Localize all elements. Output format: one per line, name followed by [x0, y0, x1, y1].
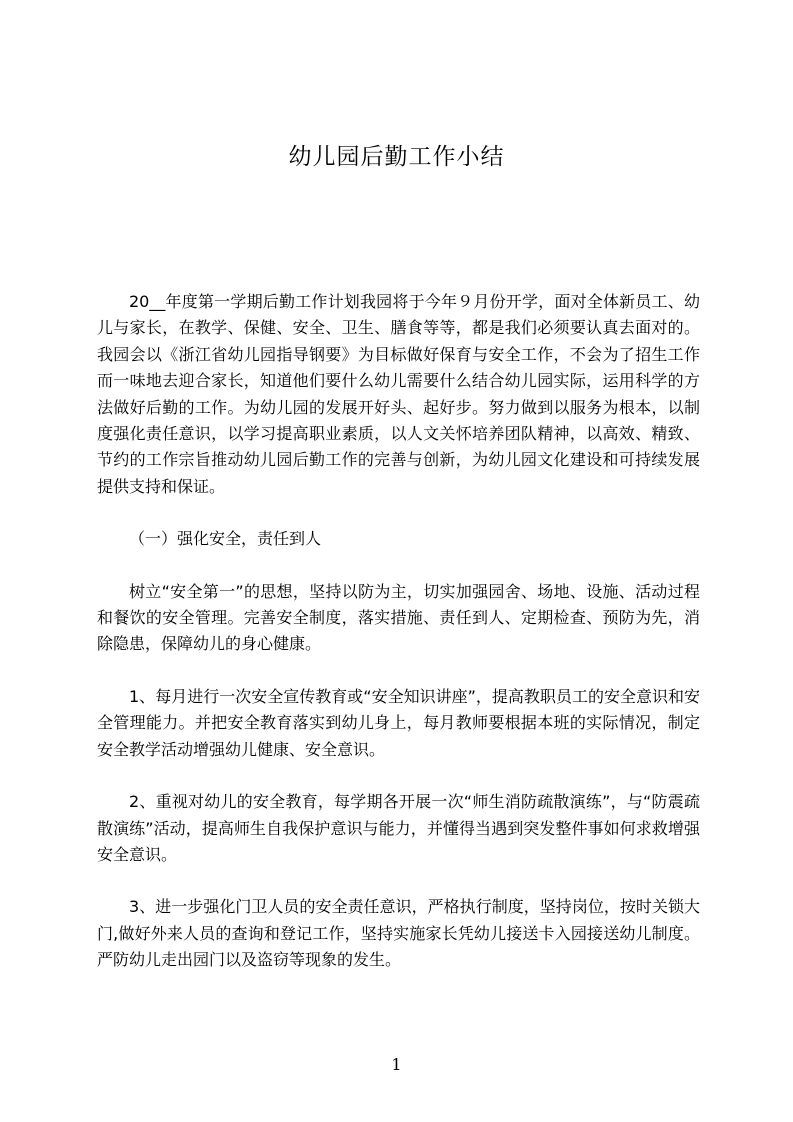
paragraph-gap: [97, 553, 700, 579]
page-number: 1: [391, 1055, 402, 1074]
document-body: [97, 289, 700, 974]
paragraph-gap: [97, 658, 700, 684]
document-title: 幼儿园后勤工作小结: [288, 144, 505, 170]
paragraph-item-3: 3、进一步强化门卫人员的安全责任意识，严格执行制度，坚持岗位，按时关锁大门,做好外来人员的查询和登记工作，坚持实施家长凭幼儿接送卡入园接送幼儿制度。严防幼儿走出园门以及盗窃等现象的发生。: [97, 897, 700, 970]
paragraph-gap: [97, 500, 700, 526]
paragraph-safety-principle: 树立“安全第一”的思想，坚持以防为主，切实加强园舍、场地、设施、活动过程和餐饮的安全管理。完善安全制度，落实措施、责任到人、定期检查、预防为先，消除隐患，保障幼儿的身心健康。: [97, 581, 700, 654]
paragraph-gap: [97, 868, 700, 894]
paragraph-intro: 20__年度第一学期后勤工作计划我园将于今年９月份开学，面对全体新员工、幼儿与家长，在教学、保健、安全、卫生、膳食等等，都是我们必须要认真去面对的。我园会以《浙江省幼儿园指导钢要》为目标做好保育与安全工作，不会为了招生工作而一味地去迎合家长，知道他们要什么幼儿需要什么结合幼儿园实际，运用科学的方法做好后勤的工作。为幼儿园的发展开好头、起好步。努力做到以服务为根本，以制度强化责任意识，以学习提高职业素质，以人文关怀培养团队精神，以高效、精致、节约的工作宗旨推动幼儿园后勤工作的完善与创新，为幼儿园文化建设和可持续发展提供支持和保证。: [97, 292, 700, 496]
paragraph-item-1: 1、每月进行一次安全宣传教育或“安全知识讲座”，提高教职员工的安全意识和安全管理能力。并把安全教育落实到幼儿身上，每月教师要根据本班的实际情况，制定安全教学活动增强幼儿健康、安全意识。: [97, 686, 700, 759]
paragraph-item-2: 2、重视对幼儿的安全教育，每学期各开展一次“师生消防疏散演练”，与“防震疏散演练”活动，提高师生自我保护意识与能力，并懂得当遇到突发整件事如何求救增强安全意识。: [97, 792, 700, 864]
paragraph-gap: [97, 763, 700, 789]
section-heading: （一）强化安全，责任到人: [129, 529, 322, 549]
